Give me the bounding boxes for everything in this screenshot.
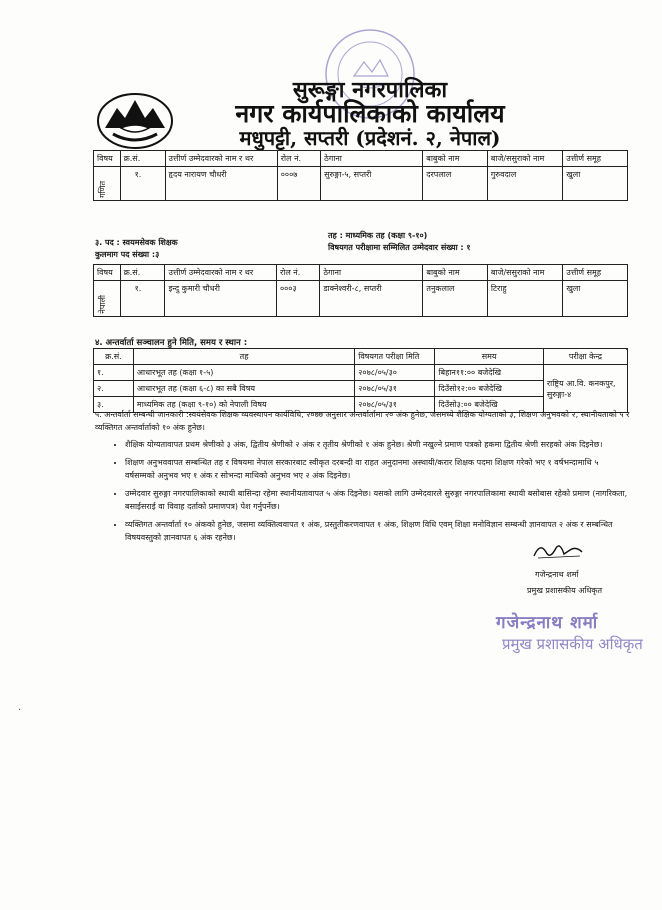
group-cell: खुला — [563, 167, 628, 201]
post-label: ३. पद : स्वयमसेवक शिक्षक — [95, 238, 178, 247]
level-cell: आधारभूत तह (कक्षा १-५) — [133, 365, 354, 381]
group-cell: खुला — [563, 281, 628, 317]
col-time: समय — [435, 349, 543, 365]
col-subject: विषय — [94, 151, 121, 167]
center-line2: सुरुङ्गा-४ — [546, 389, 572, 399]
section5-interview-info — [95, 408, 630, 549]
address-cell: डाक्नेश्वरी-८, सप्तरी — [320, 281, 423, 317]
table-row — [94, 167, 628, 201]
municipality-name: सुरूङ्गा नगरपालिका — [292, 77, 448, 103]
col-grandfather: बाजे/ससुराको नाम — [487, 265, 562, 281]
scan-mark: · — [18, 705, 22, 716]
subject-cell: नेपाली — [94, 281, 121, 317]
demand-count: कुलमाग पद संख्या :३ — [95, 250, 160, 259]
col-group: उत्तीर्ण समूह — [563, 151, 628, 167]
col-serial: क्र.सं. — [120, 151, 165, 167]
date-cell: २०७८/०५/३० — [355, 365, 435, 381]
father-cell: तनुकलाल — [423, 281, 487, 317]
grandfather-cell: गुरुवदाल — [487, 167, 562, 201]
list-item: • व्यक्तिगत अन्तर्वार्ता १० अंकको हुनेछ, जसमा व्यक्तित्ववापत १ अंक, प्रस्तुतीकरणवापत १ अंक, शिक्षण विधि एवम् शिक्षा मनोविज्ञान सम्बन्धी ज्ञानवापत २ अंक र सम्बन्धित विषयवस्तुको ज्ञानवापत ६ अंक रहनेछ। — [125, 518, 630, 544]
results-table-nepali — [93, 264, 628, 317]
section5-intro: ५. अन्तर्वार्ता सम्बन्धी जानकारी :स्वयंसेवक शिक्षक व्यवस्थापन कार्यविधि, २०७७ अनुसार अन्तर्वार्तामा २० अंक हुनेछ, जसमध्ये शैक्षिक योग्यताको ३, शिक्षण अनुभवको २, स्थानीयताको ५ र व्यक्तिगत अन्तर्वार्ताको १० अंक हुनेछ। — [95, 410, 630, 432]
serial-cell: ३. — [94, 397, 134, 413]
interview-schedule-table — [93, 348, 628, 413]
serial-cell: १. — [120, 281, 165, 317]
col-level: तह — [133, 349, 354, 365]
list-item: • उम्मेदवार सुरुङ्गा नगरपालिकाको स्थायी बासिन्दा रहेमा स्थानीयतावापत ५ अंक दिइनेछ। यसको लागि उम्मेदवारले सुरुङ्गा नगरपालिकामा स्थायी बसोबास रहेको प्रमाण (नागरिकता, बसाईसराई वा विवाह दर्ताको प्रमाणपत्र) पेश गर्नुपर्नेछ। — [125, 487, 630, 513]
col-subject: विषय — [94, 265, 121, 281]
col-address: ठेगाना — [321, 151, 423, 167]
col-candidate-name: उत्तीर्ण उम्मेदवारको नाम र थर — [165, 151, 277, 167]
level-label: तह : माध्यमिक तह (कक्षा ९-१०) — [328, 231, 428, 240]
col-roll: रोल नं. — [276, 265, 319, 281]
results-table-math — [93, 150, 628, 201]
col-exam-date: विषयगत परीक्षा मिति — [355, 349, 435, 365]
level-cell: आधारभूत तह (कक्षा ६-८) का सबै विषय — [133, 381, 354, 397]
col-roll: रोल नं. — [277, 151, 320, 167]
date-cell: २०७८/०५/३१ — [355, 397, 435, 413]
col-center: परीक्षा केन्द्र — [543, 349, 627, 365]
table-header-row — [94, 265, 628, 281]
col-grandfather: बाजे/ससुराको नाम — [487, 151, 562, 167]
col-candidate-name: उत्तीर्ण उम्मेदवारको नाम र थर — [165, 265, 277, 281]
grandfather-cell: टिराहु — [487, 281, 562, 317]
signatory-name: गजेन्द्रनाथ शर्मा — [535, 570, 579, 579]
nepal-emblem-icon — [95, 88, 175, 150]
scan-mark: · — [625, 345, 629, 356]
signatory-title: प्रमुख प्रशासकीय अधिकृत — [527, 586, 603, 595]
list-item: • शैक्षिक योग्यतावापत प्रथम श्रेणीको ३ अंक, द्वितीय श्रेणीको २ अंक र तृतीय श्रेणीको १ अंक हुनेछ। श्रेणी नखुल्ने प्रमाण पत्रको हकमा द्वितीय श्रेणी सरहको अंक दिइनेछ। — [125, 438, 630, 451]
section4-title: ४. अन्तर्वार्ता सञ्चालन हुने मिति, समय र स्थान : — [95, 338, 248, 348]
name-cell: इन्दु कुमारी चौधरी — [165, 281, 277, 317]
roll-cell: ०००३ — [276, 281, 319, 317]
section5-bullet-list — [95, 438, 630, 544]
level-cell: माध्यमिक तह (कक्षा ९-१०) को नेपाली विषय — [133, 397, 354, 413]
time-cell: दिउँसो१२:०० बजेदेखि — [435, 381, 543, 397]
col-father: बाबुको नाम — [423, 151, 488, 167]
subject-cell: गणित — [94, 167, 121, 201]
serial-cell: १. — [94, 365, 134, 381]
table-header-row — [94, 349, 628, 365]
office-name: नगर कार्यपालिकाको कार्यालय — [235, 99, 505, 128]
time-cell: दिउँसो३:०० बजेदेखि — [435, 397, 543, 413]
list-item: • शिक्षण अनुभववापत सम्बन्धित तह र विषयमा नेपाल सरकारबाट स्वीकृत दरबन्दी वा राहत अनुदानमा अस्थायी/करार शिक्षक पदमा शिक्षण गरेको भए १ वर्षभन्दामाथि ५ वर्षसम्मको अनुभव भए १ अंक र सोभन्दा माथिको अनुभव भए २ अंक दिइनेछ। — [125, 456, 630, 482]
col-serial: क्र.सं. — [94, 349, 134, 365]
center-line1: राष्ट्रिय आ.वि. कनकपुर, — [546, 378, 616, 388]
table-header-row — [94, 151, 628, 167]
table-row — [94, 365, 628, 381]
handwritten-signature — [530, 538, 590, 564]
stamp-name: गजेन्द्रनाथ शर्मा — [496, 613, 599, 633]
stamp-title: प्रमुख प्रशासकीय अधिकृत — [502, 635, 643, 653]
table-row — [94, 281, 628, 317]
serial-cell: २. — [94, 381, 134, 397]
col-serial: क्र.सं. — [120, 265, 165, 281]
candidate-count: विषयगत परीक्षामा सम्मिलित उम्मेदवार संख्या : १ — [328, 243, 471, 252]
address-cell: सुरुङ्गा-५, सप्तरी — [321, 167, 423, 201]
time-cell: बिहान११:०० बजेदेखि — [435, 365, 543, 381]
date-cell: २०७८/०५/३१ — [355, 381, 435, 397]
col-group: उत्तीर्ण समूह — [563, 265, 628, 281]
office-address: मधुपट्टी, सप्तरी (प्रदेशनं. २, नेपाल) — [239, 126, 501, 150]
father-cell: दरपलाल — [423, 167, 488, 201]
roll-cell: ०००७ — [277, 167, 320, 201]
serial-cell: १. — [120, 167, 165, 201]
center-cell — [543, 365, 627, 413]
name-cell: हृदय नारायण चौधरी — [165, 167, 277, 201]
col-father: बाबुको नाम — [423, 265, 487, 281]
col-address: ठेगाना — [320, 265, 423, 281]
